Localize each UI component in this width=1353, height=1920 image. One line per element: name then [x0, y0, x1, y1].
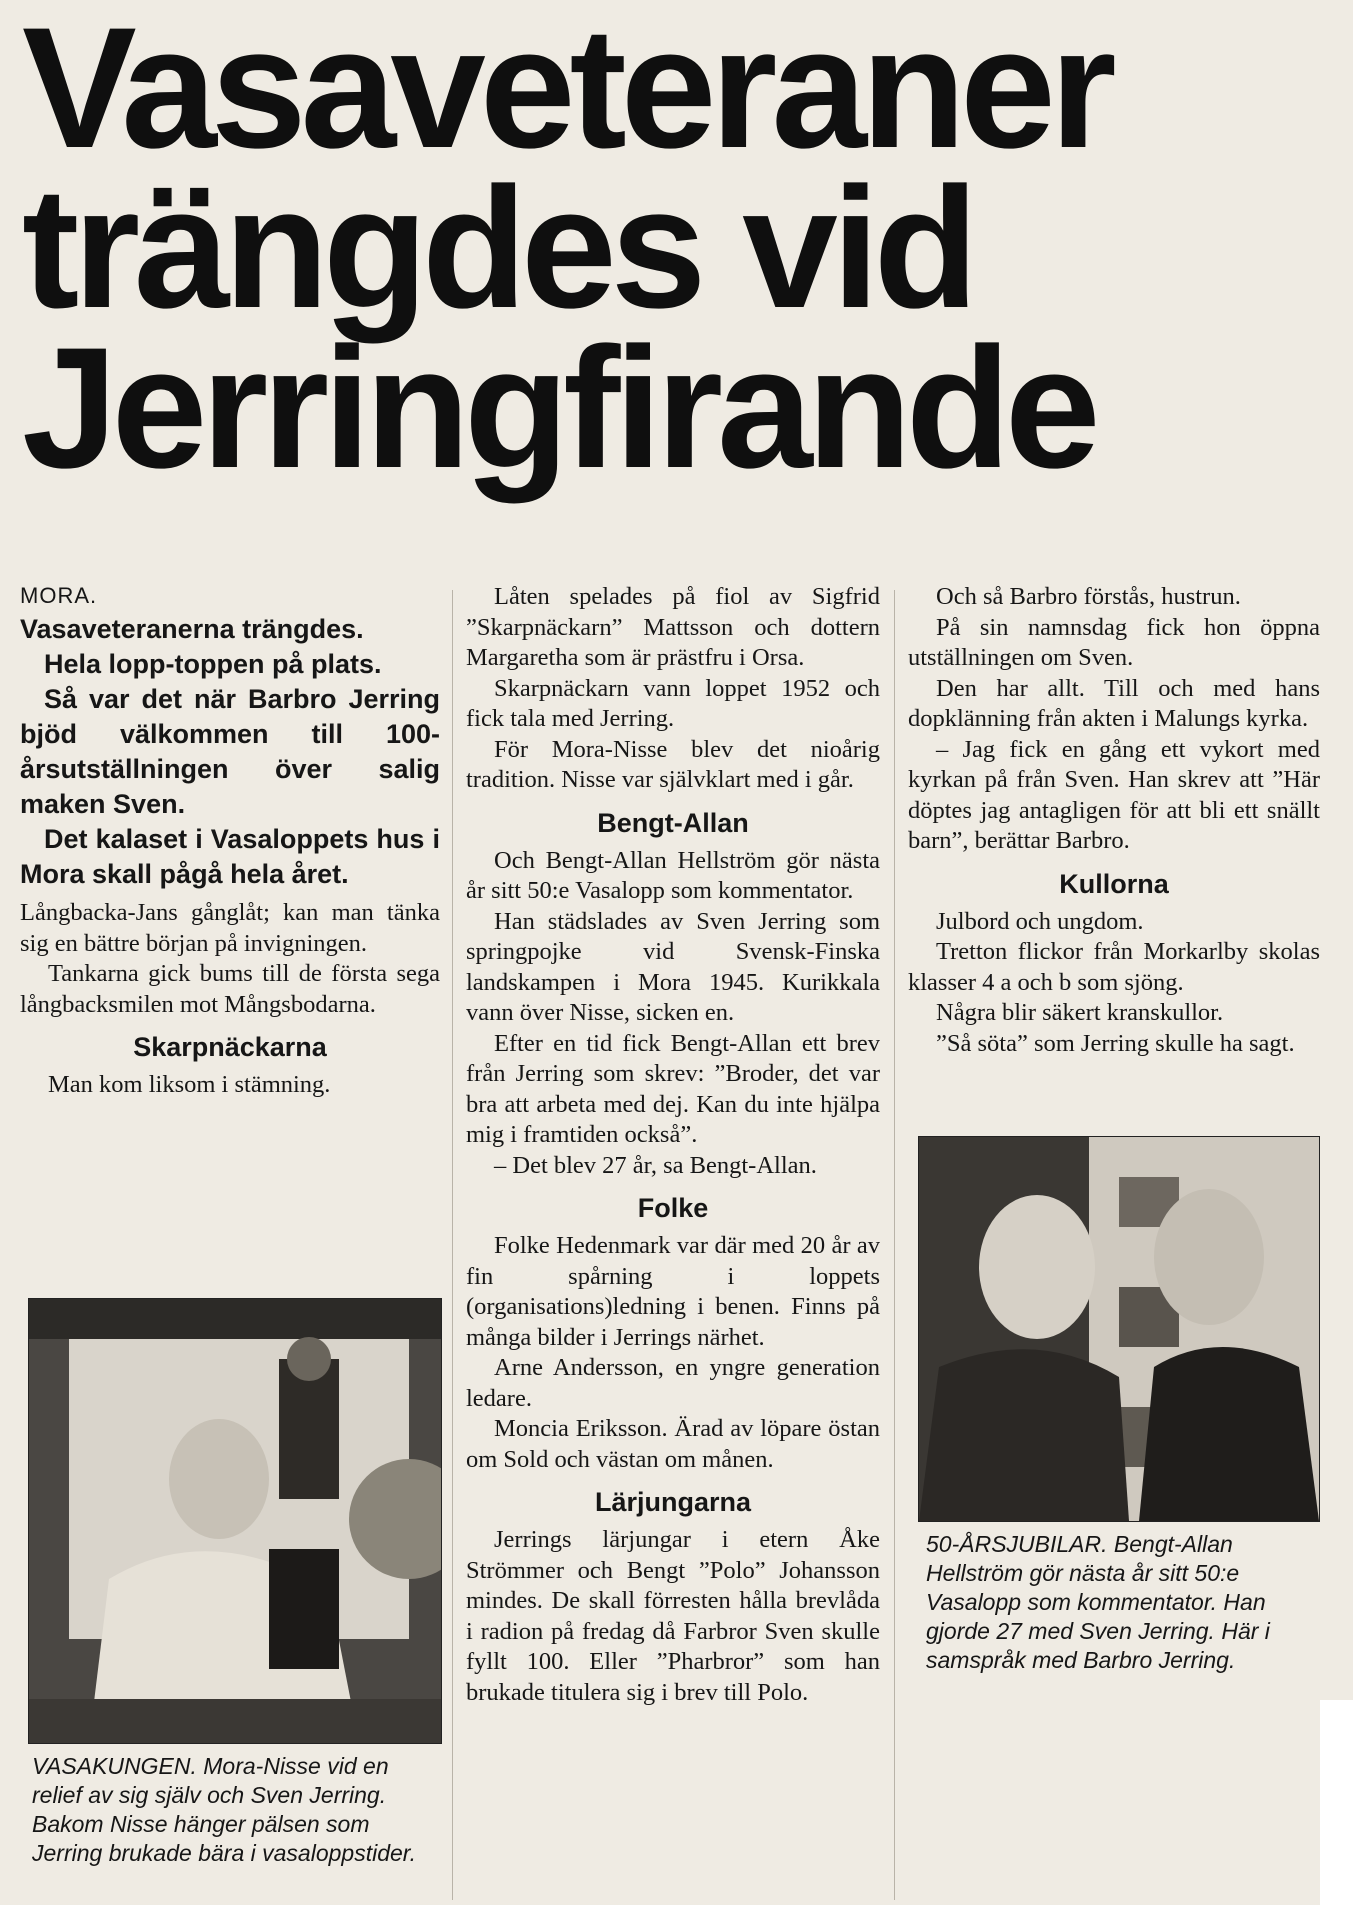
lead-paragraph: Det kalaset i Vasaloppets hus i Mora skall pågå hela året.: [20, 824, 440, 889]
subheading-larjungarna: Lärjungarna: [594, 1487, 752, 1517]
body-paragraph: Skarpnäckarn vann loppet 1952 och fick tala med Jerring.: [466, 674, 880, 732]
body-paragraph: Tretton flickor från Morkarlby skolas klasser 4 a och b som sjöng.: [908, 938, 1320, 996]
body-paragraph: Den har allt. Till och med hans dopklänning från akten i Malungs kyrka.: [908, 674, 1320, 732]
photo-bengt-allan-barbro: [918, 1136, 1320, 1522]
caption-left: VASAKUNGEN. Mora-Nisse vid en relief av sig själv och Sven Jerring. Bakom Nisse hänger pälsen som Jerring brukade bära i vasaloppstider.: [32, 1753, 416, 1866]
body-paragraph: Jerrings lärjungar i etern Åke Strömmer och Bengt ”Polo” Johansson mindes. De skall förresten hålla brevlåda i radion på fredag då Farbror Sven skulle fyllt 100. Eller ”Pharbror” som han brukade titulera sig i brev till Polo.: [466, 1526, 880, 1706]
lead-paragraph: Så var det när Barbro Jerring bjöd välkommen till 100-årsutställningen över salig maken Sven.: [20, 684, 440, 819]
body-paragraph: Långbacka-Jans gånglåt; kan man tänka sig en bättre början på invigningen.: [20, 899, 440, 957]
headline: [22, 0, 1322, 504]
lead-paragraph: Hela lopp-toppen på plats.: [44, 649, 382, 679]
body-paragraph: Låten spelades på fiol av Sigfrid ”Skarpnäckarn” Mattsson och dottern Margaretha som är prästfru i Orsa.: [466, 583, 880, 671]
column-rule: [452, 590, 453, 1900]
body-paragraph: För Mora-Nisse blev det nioårig tradition. Nisse var självklart med i går.: [466, 735, 880, 793]
body-paragraph: Moncia Eriksson. Ärad av löpare östan om Sold och västan om månen.: [466, 1415, 880, 1473]
body-paragraph: Arne Andersson, en yngre generation ledare.: [466, 1354, 880, 1412]
body-paragraph: Efter en tid fick Bengt-Allan ett brev från Jerring som skrev: ”Broder, det var bra att arbeta med dej. Kan du inte hjälpa mig i framtiden också”.: [466, 1029, 880, 1148]
body-paragraph: Folke Hedenmark var där med 20 år av fin spårning i loppets (organisations)ledning i benen. Finns på många bilder i Jerrings närhet.: [466, 1232, 880, 1351]
subheading-skarpnackarna: Skarpnäckarna: [133, 1032, 327, 1062]
lead-paragraphs: [20, 612, 440, 892]
body-paragraph: Några blir säkert kranskullor.: [936, 999, 1224, 1026]
photo-image: [919, 1137, 1319, 1521]
column-1: [20, 582, 440, 1101]
subheading-folke: Folke: [637, 1193, 709, 1223]
body-paragraph: – Det blev 27 år, sa Bengt-Allan.: [494, 1151, 817, 1179]
column-rule: [894, 590, 895, 1900]
body-paragraph: Julbord och ungdom.: [936, 907, 1144, 935]
caption-right: 50-ÅRSJUBILAR. Bengt-Allan Hellström gör nästa år sitt 50:e Vasalopp som kommentator. Han gjorde 27 med Sven Jerring. Här i samspråk med Barbro Jerring.: [926, 1531, 1270, 1673]
body-paragraph: Tankarna gick bums till de första sega långbacksmilen mot Mångsbodarna.: [20, 960, 440, 1018]
subheading-bengt-allan: Bengt-Allan: [597, 807, 749, 838]
body-paragraph: Man kom liksom i stämning.: [48, 1071, 331, 1098]
body-paragraph: – Jag fick en gång ett vykort med kyrkan på från Sven. Han skrev att ”Här döptes jag antagligen för att bli ett snällt barn”, berättar Barbro.: [908, 735, 1320, 854]
lead-paragraph: Vasaveteranerna trängdes.: [20, 614, 364, 644]
headline-line-2: trängdes vid: [22, 152, 973, 344]
clipping-edge: [1320, 0, 1353, 1700]
photo-mora-nisse: [28, 1298, 442, 1744]
dateline: MORA.: [20, 583, 98, 608]
subheading-kullorna: Kullorna: [1059, 868, 1169, 899]
body-paragraph: På sin namnsdag fick hon öppna utställningen om Sven.: [908, 613, 1320, 671]
body-paragraph: Och så Barbro förstås, hustrun.: [936, 583, 1241, 610]
photo-image: [29, 1299, 441, 1743]
headline-line-1: Vasaveteraner: [22, 0, 1111, 184]
body-paragraph: Och Bengt-Allan Hellström gör nästa år sitt 50:e Vasalopp som kommentator.: [466, 846, 880, 904]
body-paragraph: Han städslades av Sven Jerring som springpojke vid Svensk-Finska landskampen i Mora 1945. Kurikkala vann över Nisse, sicken en.: [466, 907, 880, 1026]
headline-line-3: Jerringfirande: [22, 312, 1095, 504]
body-paragraph: ”Så söta” som Jerring skulle ha sagt.: [936, 1029, 1295, 1057]
column-3: [908, 582, 1320, 1059]
column-2: [466, 582, 880, 1708]
